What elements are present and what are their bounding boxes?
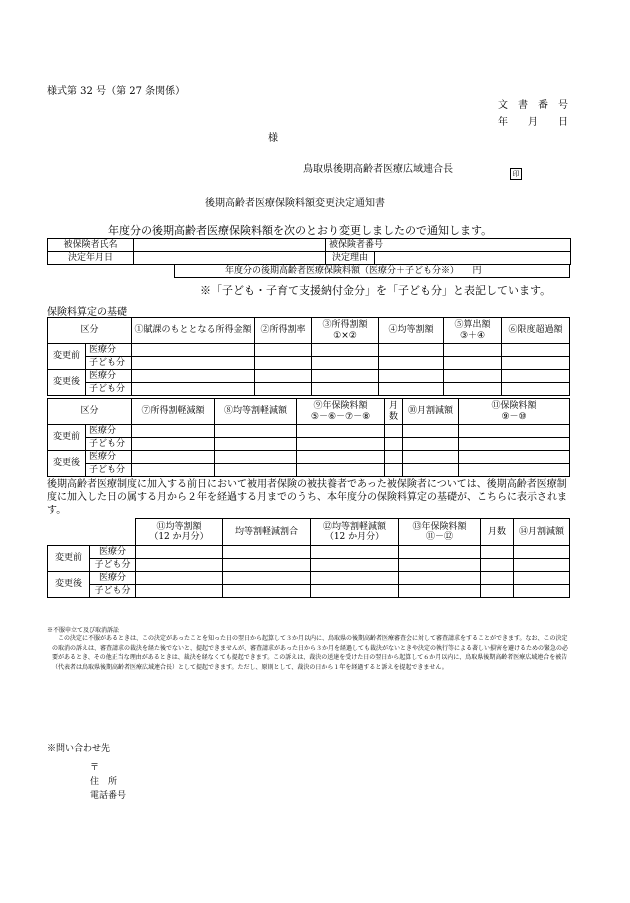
t2-header-11-line2: ⑨－⑩ xyxy=(501,411,527,422)
insured-name-label: 被保険者氏名 xyxy=(48,239,134,252)
t3-header-e: 月数 xyxy=(481,519,514,546)
t2-header-8: ⑧均等割軽減額 xyxy=(215,399,297,425)
t3-after-medical: 医療分 xyxy=(90,572,136,585)
t1-header-5 xyxy=(444,318,502,344)
t2-header-11 xyxy=(459,399,570,425)
date-label: 年 月 日 xyxy=(498,117,568,128)
premium-total-table xyxy=(174,264,570,278)
appeal-heading: ※不服申立て及び取消訴訟 xyxy=(47,627,120,634)
t1-header-category: 区分 xyxy=(48,318,132,344)
t1-header-2: ②所得割率 xyxy=(255,318,312,344)
insured-number-label: 被保険者番号 xyxy=(326,239,571,252)
insured-name-value xyxy=(134,239,326,252)
t3-header-c-line2: （12 か月分） xyxy=(324,532,385,542)
t3-header-d-line1: ⑬年保険料額 xyxy=(412,521,467,532)
t1-header-4: ④均等割額 xyxy=(379,318,444,344)
document-title: 後期高齢者医療保険料額変更決定通知書 xyxy=(205,198,385,209)
t3-header-blank xyxy=(48,519,136,546)
intro-text: 年度分の後期高齢者医療保険料額を次のとおり変更しましたので通知します。 xyxy=(108,224,493,237)
decision-reason-value xyxy=(375,252,571,265)
t2-header-7: ⑦所得割軽減額 xyxy=(132,399,215,425)
phone-label: 電話番号 xyxy=(90,791,127,801)
t3-header-a-line2: （12 か月分） xyxy=(149,532,209,542)
t2-after-child: 子ども分 xyxy=(86,464,132,477)
t2-before-child: 子ども分 xyxy=(86,438,132,451)
t3-header-b: 均等割軽減割合 xyxy=(223,519,311,546)
t3-header-d-line2: ⑪－⑫ xyxy=(425,532,453,542)
t1-before-medical: 医療分 xyxy=(86,344,132,357)
t2-header-9-line2: ⑤－⑥－⑦－⑧ xyxy=(310,411,371,422)
basis-table-2 xyxy=(47,398,570,477)
child-portion-note: ※「子ども・子育て支援納付金分」を「子ども分」と表記しています。 xyxy=(200,284,552,297)
t3-before-label: 変更前 xyxy=(48,546,90,572)
t2-after-medical: 医療分 xyxy=(86,451,132,464)
t2-header-months xyxy=(385,399,403,425)
addressee-suffix: 様 xyxy=(268,133,278,144)
t1-header-3-line2: ①×② xyxy=(333,330,357,341)
t1-after-label: 変更後 xyxy=(48,370,86,396)
t3-header-a-line1: ⑪均等割額 xyxy=(156,521,202,532)
seal-icon: 印 xyxy=(510,168,522,180)
t1-before-label: 変更前 xyxy=(48,344,86,370)
address-label: 住 所 xyxy=(90,777,118,787)
decision-date-value xyxy=(134,252,326,265)
t2-before-label: 変更前 xyxy=(48,425,86,451)
t3-header-a xyxy=(136,519,223,546)
t3-after-child: 子ども分 xyxy=(90,585,136,598)
insured-info-table xyxy=(47,238,571,265)
form-number: 様式第 32 号（第 27 条関係） xyxy=(47,86,186,97)
document-number-label: 文 書 番 号 xyxy=(498,100,568,111)
issuer-name: 鳥取県後期高齢者医療広域連合長 xyxy=(303,164,453,175)
t1-header-1: ①賦課のもととなる所得金額 xyxy=(132,318,255,344)
t1-header-5-line1: ⑤算出額 xyxy=(454,320,491,331)
t3-header-c-line1: ⑫均等割軽減額 xyxy=(322,521,386,532)
t1-header-5-line2: ③＋④ xyxy=(459,330,486,341)
decision-reason-label: 決定理由 xyxy=(326,252,375,265)
t3-header-d xyxy=(399,519,481,546)
t2-header-category: 区分 xyxy=(48,399,132,425)
t2-header-11-line1: ⑪保険料額 xyxy=(491,401,537,412)
t1-before-child: 子ども分 xyxy=(86,357,132,370)
t2-after-label: 変更後 xyxy=(48,451,86,477)
decision-date-label: 決定年月日 xyxy=(48,252,134,265)
t1-after-child: 子ども分 xyxy=(86,383,132,396)
special-table xyxy=(47,518,570,598)
t3-before-medical: 医療分 xyxy=(90,546,136,559)
special-note: 後期高齢者医療制度に加入する前日において被用者保険の被扶養者であった被保険者については、後期高齢者医療制度に加入した日の属する月から２年を経過する月までのうち、本年度分の保険料算定の基礎が、こちらに表示されます。 xyxy=(47,479,567,516)
t2-header-months-line2: 数 xyxy=(389,411,399,422)
t3-before-child: 子ども分 xyxy=(90,559,136,572)
t2-before-medical: 医療分 xyxy=(86,425,132,438)
contact-heading: ※問い合わせ先 xyxy=(47,744,111,754)
t2-header-10: ⑩月割減額 xyxy=(403,399,459,425)
postal-mark: 〒 xyxy=(90,763,100,773)
t1-header-6: ⑥限度超過額 xyxy=(502,318,570,344)
basis-heading: 保険料算定の基礎 xyxy=(47,307,127,318)
t3-header-f: ⑭月割減額 xyxy=(514,519,570,546)
premium-total-label: 年度分の後期高齢者医療保険料額（医療分＋子ども分※） 円 xyxy=(175,265,570,278)
appeal-body: この決定に不服があるときは、この決定があったことを知った日の翌日から起算して３か月以内に、鳥取県の後期高齢者医療審査会に対して審査請求をすることができます。なお、この決定の取消の訴えは、審査請求の裁決を経た後でないと、提起できませんが、審査請求があった日から３か月を経過しても裁決がないときや決定の執行等による著しい損害を避けるための緊急の必要があるとき、その他正当な理由があるときは、裁決を経なくても提起できます。この訴えは、裁決の送達を受けた日の翌日から起算して６か月以内に、鳥取県後期高齢者医療広域連合を被告（代表者は鳥取県後期高齢者医療広域連合長）として提起できます。ただし、原則として、裁決の日から１年を経過すると訴えを提起できません。 xyxy=(52,635,568,671)
t1-after-medical: 医療分 xyxy=(86,370,132,383)
t1-header-3-line1: ③所得割額 xyxy=(322,320,368,331)
basis-table-1 xyxy=(47,317,570,396)
t2-header-months-line1: 月 xyxy=(389,401,399,412)
seal-mark xyxy=(510,161,522,180)
t3-after-label: 変更後 xyxy=(48,572,90,598)
t1-header-3 xyxy=(312,318,379,344)
t2-header-9-line1: ⑨年保険料額 xyxy=(313,401,368,412)
t3-header-c xyxy=(311,519,399,546)
t2-header-9 xyxy=(297,399,385,425)
